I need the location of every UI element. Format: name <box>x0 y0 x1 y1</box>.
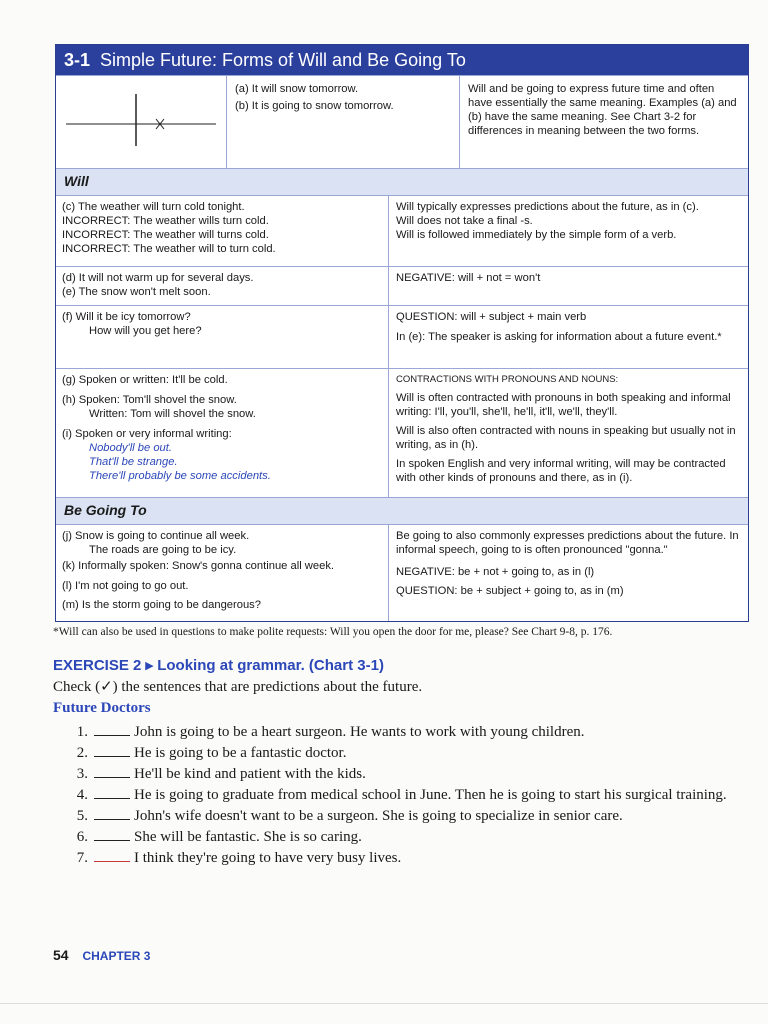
example-f: (f) Will it be icy tomorrow? <box>62 311 191 323</box>
item-text: He is going to graduate from medical school in June. Then he is going to start his surgical training. <box>134 787 727 803</box>
item-text: She will be fantastic. She is so caring. <box>134 829 362 845</box>
example-j-2: The roads are going to be icy. <box>89 544 237 556</box>
negative-will-note: NEGATIVE: will + not = won't <box>396 272 541 284</box>
contractions-note-1: Will is often contracted with pronouns in both speaking and informal writing: I'll, you'll, she'll, he'll, it'll, we'll, they'll. <box>396 392 731 418</box>
check-blank[interactable] <box>94 827 130 841</box>
example-i: (i) Spoken or very informal writing: <box>62 428 232 440</box>
item-text: I think they're going to have very busy lives. <box>134 850 402 866</box>
check-blank[interactable] <box>94 848 130 862</box>
list-item <box>60 827 750 847</box>
question-info-note: In (e): The speaker is asking for information about a future event.* <box>396 331 722 343</box>
item-text: John's wife doesn't want to be a surgeon. She is going to specialize in senior care. <box>134 808 623 824</box>
will-section-header: Will <box>56 168 748 195</box>
be-going-to-section-header: Be Going To <box>56 497 748 524</box>
example-l: (l) I'm not going to go out. <box>62 580 189 592</box>
will-row-c-examples <box>56 196 389 266</box>
list-item <box>60 806 750 826</box>
exercise-title: EXERCISE 2 ▸ Looking at grammar. (Chart 3-1) <box>53 657 384 674</box>
list-item <box>60 785 750 805</box>
example-k: (k) Informally spoken: Snow's gonna continue all week. <box>62 560 335 572</box>
timeline-icon <box>56 76 226 168</box>
exercise-instruction: Check (✓) the sentences that are predictions about the future. <box>53 679 423 695</box>
will-row-f-examples <box>56 306 389 368</box>
example-i-3: There'll probably be some accidents. <box>89 470 271 482</box>
item-number: 7. <box>76 850 88 866</box>
will-row-contractions-examples <box>56 369 389 497</box>
list-item <box>60 764 750 784</box>
example-h: (h) Spoken: Tom'll shovel the snow. <box>62 394 237 406</box>
question-going-note: QUESTION: be + subject + going to, as in (m) <box>396 585 624 597</box>
will-row-de <box>56 266 748 305</box>
example-i-2: That'll be strange. <box>89 456 178 468</box>
item-number: 4. <box>76 787 88 803</box>
contractions-note-2: Will is also often contracted with nouns in speaking but usually not in writing, as in (h). <box>396 425 736 451</box>
going-note: Be going to also commonly expresses predictions about the future. In informal speech, going to is often pronounced "gonna." <box>396 530 739 556</box>
incorrect-2: INCORRECT: The weather will turns cold. <box>62 229 269 241</box>
chart-title: Simple Future: Forms of Will and Be Going To <box>100 49 466 70</box>
item-text: He is going to be a fantastic doctor. <box>134 745 347 761</box>
chapter-label: CHAPTER 3 <box>82 949 151 963</box>
item-number: 2. <box>76 745 88 761</box>
chart-header <box>56 45 748 75</box>
example-j: (j) Snow is going to continue all week. <box>62 530 250 542</box>
example-m: (m) Is the storm going to be dangerous? <box>62 599 261 611</box>
list-item <box>60 722 750 742</box>
note-c-3: Will is followed immediately by the simple form of a verb. <box>396 229 677 241</box>
exercise-items <box>60 722 750 869</box>
question-will-note: QUESTION: will + subject + main verb <box>396 311 587 323</box>
contractions-heading: CONTRACTIONS WITH PRONOUNS AND NOUNS: <box>396 374 619 385</box>
example-d: (d) It will not warm up for several days. <box>62 272 254 284</box>
check-blank[interactable] <box>94 743 130 757</box>
example-e: (e) The snow won't melt soon. <box>62 286 211 298</box>
negative-going-note: NEGATIVE: be + not + going to, as in (l) <box>396 566 595 578</box>
will-row-contractions-notes <box>389 369 748 497</box>
check-blank[interactable] <box>94 785 130 799</box>
example-c: (c) The weather will turn cold tonight. <box>62 201 245 213</box>
example-a: (a) It will snow tomorrow. <box>235 83 359 95</box>
going-row-notes <box>389 525 748 621</box>
going-row-examples <box>56 525 389 621</box>
example-b: (b) It is going to snow tomorrow. <box>235 100 394 112</box>
going-row <box>56 524 748 621</box>
will-row-de-examples <box>56 267 389 305</box>
item-number: 5. <box>76 808 88 824</box>
note-c-2: Will does not take a final -s. <box>396 215 533 227</box>
list-item <box>60 848 750 868</box>
chart-top-examples <box>227 76 460 168</box>
example-g: (g) Spoken or written: It'll be cold. <box>62 374 228 386</box>
item-number: 3. <box>76 766 88 782</box>
chart-top-row <box>56 75 748 168</box>
incorrect-3: INCORRECT: The weather will to turn cold. <box>62 243 276 255</box>
will-row-c <box>56 195 748 266</box>
will-row-c-notes <box>389 196 748 266</box>
exercise-subtitle: Future Doctors <box>53 700 151 716</box>
check-blank[interactable] <box>94 806 130 820</box>
list-item <box>60 743 750 763</box>
chart-top-note: Will and be going to express future time and often have essentially the same meaning. Examples (a) and (b) have the same meaning. See Chart 3-2 for differences in meaning between the two forms. <box>468 83 737 137</box>
item-text: He'll be kind and patient with the kids. <box>134 766 366 782</box>
will-row-f-notes <box>389 306 748 368</box>
page-footer <box>53 947 150 963</box>
page-number: 54 <box>53 947 69 963</box>
check-blank[interactable] <box>94 722 130 736</box>
item-text: John is going to be a heart surgeon. He wants to work with young children. <box>134 724 585 740</box>
note-c-1: Will typically expresses predictions about the future, as in (c). <box>396 201 699 213</box>
chart-number: 3-1 <box>64 49 91 70</box>
contractions-note-3: In spoken English and very informal writing, will may be contracted with other kinds of pronouns and there, as in (i). <box>396 458 726 484</box>
will-row-f <box>56 305 748 368</box>
item-number: 6. <box>76 829 88 845</box>
example-f-2: How will you get here? <box>89 325 202 337</box>
incorrect-1: INCORRECT: The weather wills turn cold. <box>62 215 269 227</box>
example-i-1: Nobody'll be out. <box>89 442 172 454</box>
footnote: *Will can also be used in questions to make polite requests: Will you open the door for me, please? See Chart 9-8, p. 176. <box>53 626 613 638</box>
check-blank[interactable] <box>94 764 130 778</box>
grammar-chart <box>55 44 749 622</box>
timeline-diagram <box>56 76 227 168</box>
item-number: 1. <box>76 724 88 740</box>
will-row-de-notes <box>389 267 748 305</box>
will-row-contractions <box>56 368 748 497</box>
example-h-written: Written: Tom will shovel the snow. <box>89 408 256 420</box>
divider <box>0 1003 768 1004</box>
